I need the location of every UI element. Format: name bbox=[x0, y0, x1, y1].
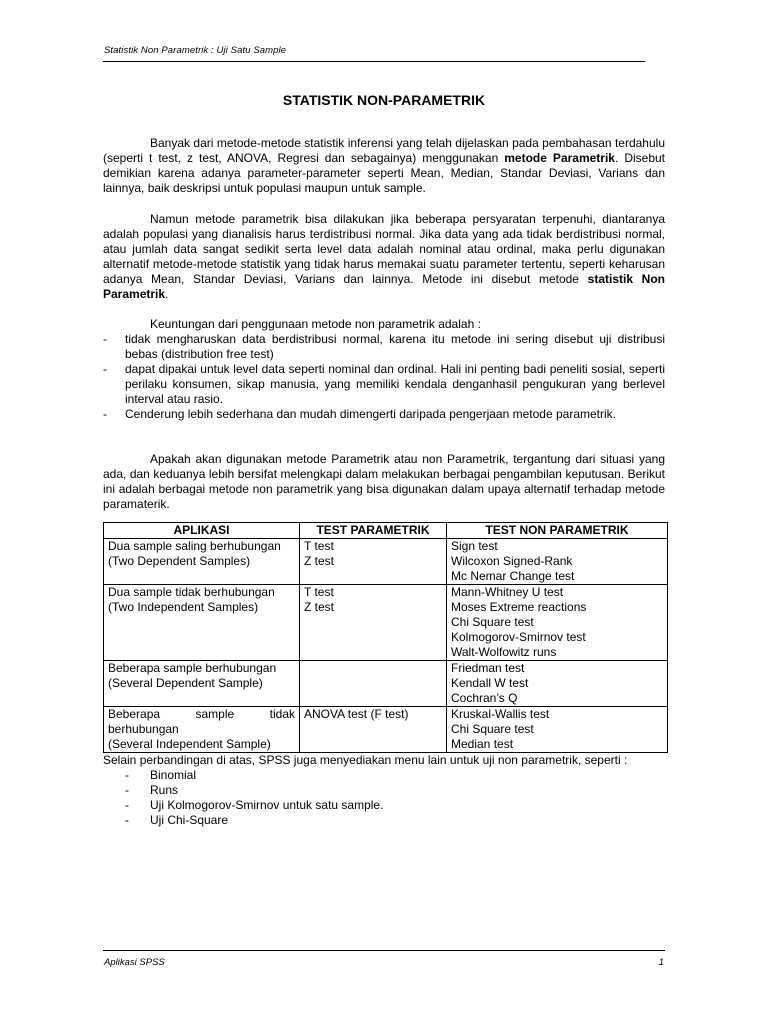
table-row bbox=[104, 585, 668, 661]
paragraph-advantages-intro: Keuntungan dari penggunaan metode non parametrik adalah : bbox=[150, 317, 481, 331]
footer-label: Aplikasi SPSS bbox=[104, 957, 165, 968]
table-row bbox=[104, 661, 668, 707]
footer-rule bbox=[103, 950, 665, 951]
table-row bbox=[104, 707, 668, 753]
list-item: - dapat dipakai untuk level data seperti nominal dan ordinal. Hali ini penting badi peneliti sosial, seperti perilaku konsumen, sikap manusia, yang memiliki kendala denganhasil pengukuran yang berlevel interval atau rasio. bbox=[103, 362, 665, 407]
table-cell: Beberapa sample tidak berhubungan (Several Independent Sample) bbox=[104, 707, 300, 753]
table-row bbox=[104, 539, 668, 585]
table-cell: ANOVA test (F test) bbox=[300, 707, 447, 753]
paragraph-choice: Apakah akan digunakan metode Parametrik atau non Parametrik, tergantung dari situasi yang ada, dan keduanya lebih bersifat melengkapi dalam melakukan berbagai pengambilan keputusan. Berikut ini adalah berbagai metode non parametrik yang bisa digunakan dalam upaya alternatif terhadap metode paramaterik. bbox=[103, 452, 665, 511]
table-cell: Kruskal-Wallis test Chi Square test Median test bbox=[447, 707, 668, 753]
column-header: TEST NON PARAMETRIK bbox=[447, 523, 668, 539]
page-number: 1 bbox=[658, 957, 664, 968]
list-item: - Binomial bbox=[103, 768, 665, 783]
table-cell: T test Z test bbox=[300, 585, 447, 661]
table-cell: Mann-Whitney U test Moses Extreme reactions Chi Square test Kolmogorov-Smirnov test Walt-Wolfowitz runs bbox=[447, 585, 668, 661]
table-cell: Beberapa sample berhubungan (Several Dependent Sample) bbox=[104, 661, 300, 707]
table-cell: T test Z test bbox=[300, 539, 447, 585]
table-cell bbox=[300, 661, 447, 707]
spss-tests-list bbox=[103, 768, 665, 828]
comparison-table bbox=[103, 522, 668, 753]
advantages-list bbox=[103, 332, 665, 422]
column-header: TEST PARAMETRIK bbox=[300, 523, 447, 539]
table-cell: Friedman test Kendall W test Cochran’s Q bbox=[447, 661, 668, 707]
list-item: - Runs bbox=[103, 783, 665, 798]
list-item: - Uji Kolmogorov-Smirnov untuk satu sample. bbox=[103, 798, 665, 813]
table-cell: Dua sample tidak berhubungan (Two Independent Samples) bbox=[104, 585, 300, 661]
paragraph-requirements: Namun metode parametrik bisa dilakukan jika beberapa persyaratan terpenuhi, diantaranya adalah populasi yang dianalisis harus terdistribusi normal. Jika data yang ada tidak berdistribusi normal, atau jumlah data sangat sedikit serta level data adalah nominal atau ordinal, maka perlu digunakan alternatif metode-metode statistik yang tidak harus memakai suatu parameter tertentu, seperti keharusan adanya Mean, Standar Deviasi, Varians dan lainnya. Metode ini disebut metode statistik Non Parametrik. bbox=[103, 212, 665, 301]
paragraph-spss-menu: Selain perbandingan di atas, SPSS juga menyediakan menu lain untuk uji non parametrik, seperti : bbox=[103, 753, 628, 767]
paragraph-intro: Banyak dari metode-metode statistik inferensi yang telah dijelaskan pada pembahasan terdahulu (seperti t test, z test, ANOVA, Regresi dan sebagainya) menggunakan metode Parametrik. Disebut demikian karena adanya parameter-parameter seperti Mean, Median, Standar Deviasi, Varians dan lainnya, baik deskripsi untuk populasi maupun untuk sample. bbox=[103, 136, 666, 195]
table-cell: Sign test Wilcoxon Signed-Rank Mc Nemar Change test bbox=[447, 539, 668, 585]
running-header: Statistik Non Parametrik : Uji Satu Sample bbox=[104, 45, 287, 56]
list-item: - Uji Chi-Square bbox=[103, 813, 665, 828]
page-title: STATISTIK NON-PARAMETRIK bbox=[282, 92, 486, 108]
table-cell: Dua sample saling berhubungan (Two Dependent Samples) bbox=[104, 539, 300, 585]
column-header: APLIKASI bbox=[104, 523, 300, 539]
table-header-row bbox=[104, 523, 668, 539]
header-rule bbox=[103, 61, 645, 62]
list-item: - tidak mengharuskan data berdistribusi normal, karena itu metode ini sering disebut uji distribusi bebas (distribution free test) bbox=[103, 332, 665, 362]
list-item: - Cenderung lebih sederhana dan mudah dimengerti daripada pengerjaan metode parametrik. bbox=[103, 407, 665, 422]
body-content bbox=[103, 136, 665, 828]
